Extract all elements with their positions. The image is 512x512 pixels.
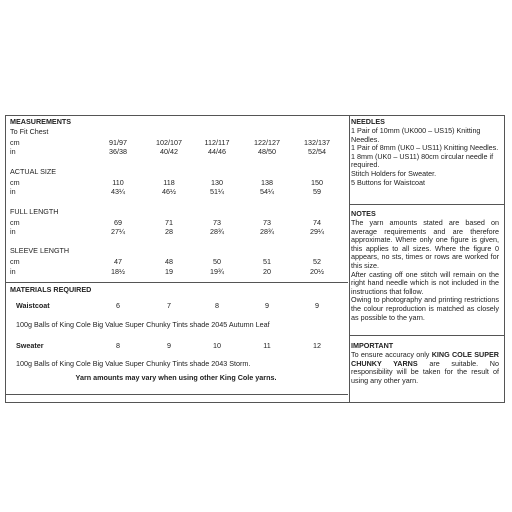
actual-cm-size-5: 150 [311, 178, 323, 187]
in-label: in [10, 267, 16, 276]
notes-heading: NOTES [351, 209, 376, 218]
chest-cm-size-5: 132/137 [304, 138, 330, 147]
chest-cm-size-4: 122/127 [254, 138, 280, 147]
sleeve-length-label: SLEEVE LENGTH [10, 246, 70, 255]
important-heading: IMPORTANT [351, 341, 394, 350]
sweater-balls-size-2: 9 [167, 341, 171, 350]
cm-label: cm [10, 218, 20, 227]
notes-paragraph: Owing to photography and printing restrictions the colour reproduction is matched as closely as possible to the yarn. [351, 295, 499, 322]
materials-heading: MATERIALS REQUIRED [10, 285, 92, 294]
length-cm-size-2: 71 [165, 218, 173, 227]
chest-cm-size-1: 91/97 [109, 138, 127, 147]
chest-in-size-3: 44/46 [208, 147, 226, 156]
chest-cm-size-3: 112/117 [204, 138, 230, 147]
length-cm-size-3: 73 [213, 218, 221, 227]
column-divider [349, 116, 350, 402]
chest-in-size-4: 48/50 [258, 147, 276, 156]
chest-in-size-1: 36/38 [109, 147, 127, 156]
needles-heading: NEEDLES [351, 117, 385, 126]
length-cm-size-1: 69 [114, 218, 122, 227]
to-fit-chest-label: To Fit Chest [10, 127, 49, 136]
sleeve-in-size-2: 19 [165, 267, 173, 276]
sleeve-cm-size-3: 50 [213, 257, 221, 266]
cm-label: cm [10, 138, 20, 147]
length-in-size-2: 28 [165, 227, 173, 236]
length-in-size-3: 28¾ [210, 227, 224, 236]
sweater-yarn-note: 100g Balls of King Cole Big Value Super Chunky Tints shade 2043 Storm. [16, 359, 251, 368]
needles-list [351, 127, 499, 187]
cm-label: cm [10, 178, 20, 187]
sweater-balls-size-1: 8 [116, 341, 120, 350]
actual-in-size-2: 46½ [162, 187, 176, 196]
actual-in-size-5: 59 [313, 187, 321, 196]
needle-item: 5 Buttons for Waistcoat [351, 177, 426, 187]
important-divider [350, 335, 504, 336]
waistcoat-balls-size-1: 6 [116, 301, 120, 310]
sleeve-cm-size-5: 52 [313, 257, 321, 266]
needle-item: 1 Pair of 10mm (UK000 – US15) Knitting Needles. [351, 126, 481, 144]
in-label: in [10, 227, 16, 236]
waistcoat-balls-size-5: 9 [315, 301, 319, 310]
actual-cm-size-2: 118 [163, 178, 175, 187]
notes-paragraph: After casting off one stitch will remain on the right hand needle which is not included in the instructions that follow. [351, 269, 499, 296]
important-text: are suitable. No responsibility will be taken for the result of using any other yarn. [351, 358, 499, 385]
needle-item: 1 8mm (UK0 – US11) 80cm circular needle if required. [351, 151, 494, 170]
sweater-balls-size-4: 11 [263, 341, 271, 350]
sweater-balls-size-3: 10 [213, 341, 221, 350]
chest-in-size-2: 40/42 [160, 147, 178, 156]
yarn-brand: KING COLE SUPER CHUNKY YARNS [351, 350, 499, 368]
waistcoat-label: Waistcoat [16, 301, 50, 310]
sleeve-in-size-3: 19¾ [210, 267, 224, 276]
actual-cm-size-1: 110 [112, 178, 124, 187]
waistcoat-yarn-note: 100g Balls of King Cole Big Value Super Chunky Tints shade 2045 Autumn Leaf [16, 320, 270, 329]
needle-item: 1 Pair of 8mm (UK0 – US11) Knitting Needles. [351, 143, 499, 153]
notes-divider [350, 204, 504, 205]
cm-label: cm [10, 257, 20, 266]
actual-in-size-4: 54¼ [260, 187, 274, 196]
sweater-balls-size-5: 12 [313, 341, 321, 350]
notes-body [351, 219, 499, 322]
in-label: in [10, 147, 16, 156]
full-length-label: FULL LENGTH [10, 207, 59, 216]
sleeve-in-size-4: 20 [263, 267, 271, 276]
sleeve-cm-size-1: 47 [114, 257, 122, 266]
notes-paragraph: The yarn amounts stated are based on average requirements and are therefore approximate. Where only one figure is given, this applies to all sizes. Where the figure 0 appears, no sts, times or rows are worked for this size. [351, 218, 499, 270]
measurements-heading: MEASUREMENTS [10, 117, 72, 126]
waistcoat-balls-size-4: 9 [265, 301, 269, 310]
actual-in-size-3: 51¼ [210, 187, 224, 196]
actual-size-label: ACTUAL SIZE [10, 167, 57, 176]
in-label: in [10, 187, 16, 196]
length-cm-size-5: 74 [313, 218, 321, 227]
actual-cm-size-3: 130 [211, 178, 223, 187]
chest-in-size-5: 52/54 [308, 147, 326, 156]
sweater-label: Sweater [16, 341, 44, 350]
sleeve-cm-size-4: 51 [263, 257, 271, 266]
waistcoat-balls-size-2: 7 [167, 301, 171, 310]
chest-cm-size-2: 102/107 [156, 138, 182, 147]
needle-item: Stitch Holders for Sweater. [351, 168, 437, 178]
important-text: To ensure accuracy only [351, 350, 432, 359]
actual-cm-size-4: 138 [261, 178, 273, 187]
sleeve-cm-size-2: 48 [165, 257, 173, 266]
actual-in-size-1: 43¼ [111, 187, 125, 196]
length-in-size-4: 28¾ [260, 227, 274, 236]
materials-divider-bottom [6, 394, 348, 395]
sleeve-in-size-5: 20½ [310, 267, 324, 276]
important-body [351, 351, 499, 385]
length-in-size-5: 29¼ [310, 227, 324, 236]
length-cm-size-4: 73 [263, 218, 271, 227]
length-in-size-1: 27¼ [111, 227, 125, 236]
sleeve-in-size-1: 18½ [111, 267, 125, 276]
materials-divider-top [6, 282, 348, 283]
yarn-amounts-footer: Yarn amounts may vary when using other King Cole yarns. [75, 373, 277, 382]
waistcoat-balls-size-3: 8 [215, 301, 219, 310]
